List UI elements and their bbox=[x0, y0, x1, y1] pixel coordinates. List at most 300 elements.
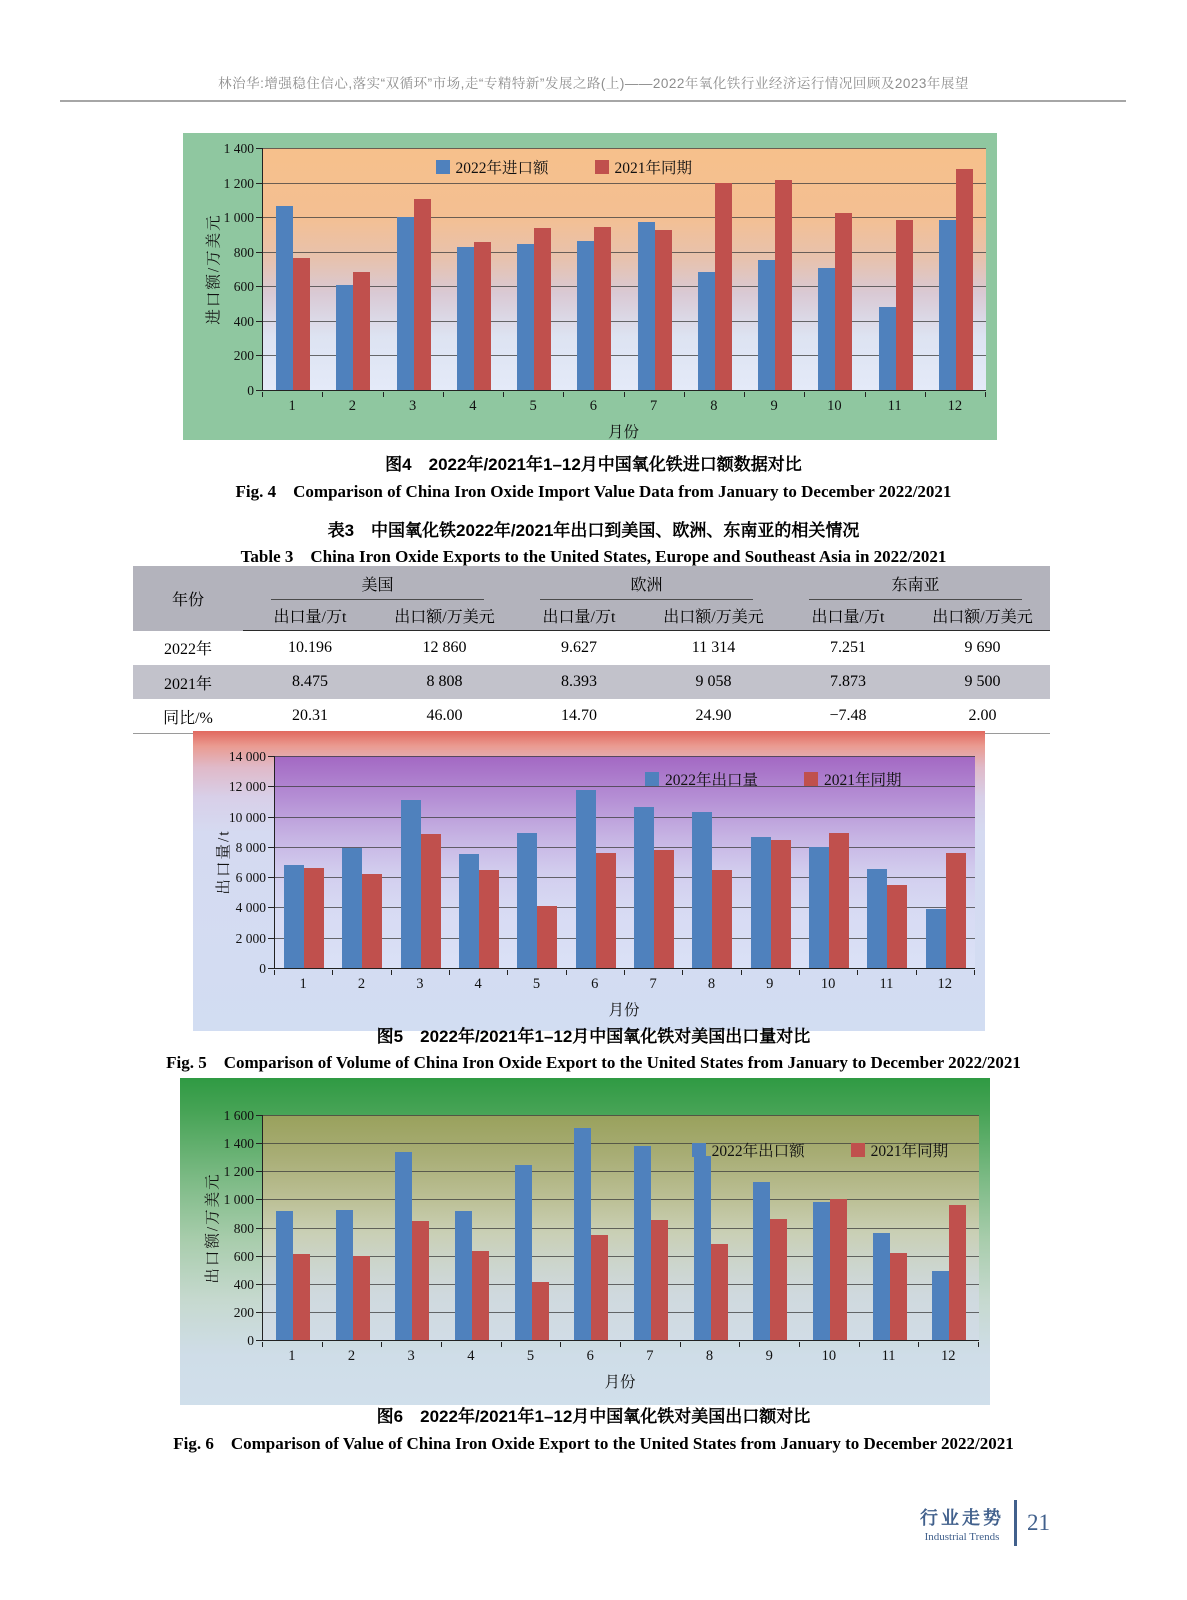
chart-legend bbox=[692, 1139, 949, 1161]
legend-item bbox=[804, 768, 902, 790]
x-tick-label: 12 bbox=[937, 976, 953, 992]
bar-group bbox=[621, 1115, 681, 1340]
x-tick-labels bbox=[262, 398, 985, 415]
x-tick-label: 7 bbox=[649, 976, 657, 992]
x-tick-mark bbox=[859, 1342, 860, 1347]
table-row bbox=[133, 699, 1050, 734]
fig5-bar-chart bbox=[193, 731, 985, 1031]
y-tick-label: 0 bbox=[247, 1333, 254, 1348]
bar-2022年出口量 bbox=[926, 909, 946, 968]
table-cell: 8.393 bbox=[561, 673, 597, 690]
bar-2022年出口量 bbox=[459, 854, 479, 968]
bar-2022年出口额 bbox=[395, 1152, 412, 1340]
fig5-caption-cn: 图5 2022年/2021年1–12月中国氧化铁对美国出口量对比 bbox=[376, 1027, 811, 1046]
x-tick-labels bbox=[262, 1348, 978, 1365]
fig4-caption-cn: 图4 2022年/2021年1–12月中国氧化铁进口额数据对比 bbox=[385, 455, 802, 474]
bar-2022年出口量 bbox=[517, 833, 537, 968]
bar-2021年同期 bbox=[594, 227, 611, 390]
y-tick-mark bbox=[256, 1115, 262, 1116]
bar-2022年进口额 bbox=[638, 222, 655, 390]
footer-divider bbox=[1014, 1500, 1017, 1546]
x-tick-label: 6 bbox=[591, 976, 599, 992]
x-tick-label: 9 bbox=[765, 1348, 773, 1364]
bar-2022年进口额 bbox=[939, 220, 956, 390]
table3-title-en: Table 3 China Iron Oxide Exports to the United States, Europe and Southeast Asia in 2022/2021 bbox=[240, 547, 947, 566]
bar-2022年出口量 bbox=[867, 869, 887, 968]
plot-area bbox=[262, 148, 986, 391]
y-tick-label: 1 400 bbox=[223, 1136, 254, 1152]
x-tick-mark bbox=[865, 392, 866, 397]
bar-group bbox=[263, 1115, 323, 1340]
legend-item bbox=[436, 156, 549, 178]
bar-2021年同期 bbox=[946, 853, 966, 968]
x-tick-labels bbox=[274, 976, 974, 993]
table-group-label: 欧洲 bbox=[540, 572, 753, 600]
x-tick-label: 5 bbox=[529, 398, 537, 414]
bar-2021年同期 bbox=[479, 870, 499, 968]
fig4-bar-chart bbox=[183, 133, 997, 440]
x-tick-mark bbox=[381, 1342, 382, 1347]
x-tick-mark bbox=[799, 970, 800, 975]
y-tick-mark bbox=[256, 1340, 262, 1341]
x-tick-mark bbox=[503, 392, 504, 397]
bar-group bbox=[504, 148, 564, 390]
y-tick-mark bbox=[256, 1284, 262, 1285]
x-tick-label: 2 bbox=[357, 976, 366, 992]
x-tick-label: 7 bbox=[650, 398, 658, 414]
bar-2022年出口额 bbox=[574, 1128, 591, 1340]
bar-2022年出口量 bbox=[401, 800, 421, 968]
x-tick-label: 2 bbox=[347, 1348, 356, 1364]
table3-head bbox=[133, 566, 1050, 631]
table3 bbox=[133, 566, 1050, 734]
bar-2021年同期 bbox=[956, 169, 973, 390]
x-tick-label: 11 bbox=[881, 1348, 896, 1364]
x-tick-mark bbox=[739, 1342, 740, 1347]
x-tick-label: 5 bbox=[532, 976, 541, 992]
y-tick-label: 200 bbox=[233, 348, 254, 364]
legend-label: 2022年出口额 bbox=[711, 1142, 805, 1160]
bar-group bbox=[323, 1115, 383, 1340]
table-cell: 9 058 bbox=[695, 673, 732, 690]
bar-2021年同期 bbox=[537, 906, 557, 968]
bar-2022年出口量 bbox=[751, 837, 771, 968]
bar-group bbox=[508, 756, 566, 968]
x-tick-label: 1 bbox=[288, 1348, 296, 1364]
bar-2022年进口额 bbox=[457, 247, 474, 390]
x-tick-label: 11 bbox=[879, 976, 894, 992]
x-tick-mark bbox=[624, 970, 625, 975]
bar-group bbox=[805, 148, 865, 390]
x-tick-label: 10 bbox=[820, 976, 836, 992]
y-tick-mark bbox=[256, 1312, 262, 1313]
bar-2021年同期 bbox=[651, 1220, 668, 1340]
bar-2021年同期 bbox=[421, 834, 441, 968]
bar-2022年出口额 bbox=[873, 1233, 890, 1340]
y-tick-label: 12 000 bbox=[228, 779, 266, 795]
page-footer bbox=[920, 1500, 1050, 1546]
table-cell: 8.475 bbox=[292, 673, 328, 690]
bar-group bbox=[275, 756, 333, 968]
y-tick-mark bbox=[256, 321, 262, 322]
x-tick-mark bbox=[925, 392, 926, 397]
y-tick-mark bbox=[256, 1256, 262, 1257]
bar-2021年同期 bbox=[829, 833, 849, 968]
table-subheader: 出口量/万t bbox=[243, 600, 377, 631]
bar-2021年同期 bbox=[715, 183, 732, 390]
legend-item bbox=[595, 156, 693, 178]
bar-2021年同期 bbox=[654, 850, 674, 968]
y-tick-label: 600 bbox=[233, 279, 254, 295]
x-tick-mark bbox=[383, 392, 384, 397]
bar-2021年同期 bbox=[532, 1282, 549, 1340]
y-tick-mark bbox=[256, 183, 262, 184]
y-tick-mark bbox=[256, 1171, 262, 1172]
y-tick-label: 200 bbox=[233, 1304, 254, 1320]
bar-2022年出口额 bbox=[813, 1202, 830, 1340]
chart-legend bbox=[436, 156, 693, 178]
fig6-caption-cn: 图6 2022年/2021年1–12月中国氧化铁对美国出口额对比 bbox=[376, 1407, 811, 1426]
x-tick-mark bbox=[274, 970, 275, 975]
bar-2022年出口额 bbox=[515, 1165, 532, 1340]
table-cell: 9 690 bbox=[964, 639, 1001, 656]
table-group-label: 美国 bbox=[271, 572, 484, 600]
table-cell: 10.196 bbox=[288, 639, 332, 656]
x-tick-label: 4 bbox=[469, 398, 477, 414]
legend-label: 2022年进口额 bbox=[455, 160, 549, 178]
table-cell: 9 500 bbox=[964, 673, 1001, 690]
x-tick-mark bbox=[449, 970, 450, 975]
bar-2021年同期 bbox=[412, 1221, 429, 1340]
legend-item bbox=[851, 1139, 949, 1161]
y-axis-title: 出口额/万美元 bbox=[205, 1171, 222, 1284]
bar-2021年同期 bbox=[353, 1256, 370, 1340]
x-tick-label: 8 bbox=[710, 398, 718, 414]
y-tick-mark bbox=[268, 817, 274, 818]
running-header: 林治华:增强稳住信心,落实“双循环”市场,走“专精特新”发展之路(上)——2022年氧化铁行业经济运行情况回顾及2023年展望 bbox=[218, 76, 969, 91]
table-cell: 14.70 bbox=[512, 699, 646, 734]
fig4-caption-en: Fig. 4 Comparison of China Iron Oxide Import Value Data from January to December 2022/2021 bbox=[235, 482, 952, 501]
x-tick-label: 2 bbox=[348, 398, 356, 414]
bar-2021年同期 bbox=[304, 868, 324, 968]
table-group-header bbox=[243, 566, 512, 600]
x-tick-mark bbox=[322, 1342, 323, 1347]
table3-body bbox=[133, 631, 1050, 734]
bar-2022年进口额 bbox=[517, 244, 534, 390]
table-group-header bbox=[781, 566, 1050, 600]
bar-2022年出口额 bbox=[336, 1210, 353, 1340]
x-tick-mark bbox=[441, 1342, 442, 1347]
table-group-header bbox=[512, 566, 781, 600]
x-tick-mark bbox=[262, 1342, 263, 1347]
y-tick-label: 0 bbox=[247, 383, 254, 398]
legend-label: 2022年出口量 bbox=[665, 771, 759, 789]
bar-2021年同期 bbox=[835, 213, 852, 390]
x-tick-label: 6 bbox=[589, 398, 597, 414]
bar-2021年同期 bbox=[771, 840, 791, 968]
bar-2021年同期 bbox=[474, 242, 491, 390]
y-tick-mark bbox=[268, 968, 274, 969]
y-tick-label: 600 bbox=[233, 1248, 254, 1264]
bar-2021年同期 bbox=[655, 230, 672, 390]
bar-group bbox=[917, 756, 975, 968]
y-tick-mark bbox=[268, 786, 274, 787]
legend-swatch bbox=[804, 772, 818, 786]
y-tick-mark bbox=[268, 877, 274, 878]
x-tick-label: 10 bbox=[827, 398, 842, 414]
y-tick-label: 4 000 bbox=[235, 900, 266, 916]
bar-2021年同期 bbox=[414, 199, 431, 390]
x-tick-mark bbox=[560, 1342, 561, 1347]
table-header-row-2 bbox=[133, 600, 1050, 631]
bar-group bbox=[625, 148, 685, 390]
bar-2022年进口额 bbox=[336, 285, 353, 390]
y-tick-label: 800 bbox=[233, 1220, 254, 1236]
y-tick-mark bbox=[256, 148, 262, 149]
fig6-bar-chart bbox=[180, 1078, 990, 1405]
table-subheader: 出口额/万美元 bbox=[646, 600, 781, 631]
y-tick-mark bbox=[256, 1143, 262, 1144]
bar-2022年进口额 bbox=[879, 307, 896, 390]
y-tick-mark bbox=[268, 907, 274, 908]
bar-group bbox=[926, 148, 986, 390]
y-tick-label: 400 bbox=[233, 1276, 254, 1292]
table-cell: 7.873 bbox=[830, 673, 866, 690]
y-tick-mark bbox=[256, 217, 262, 218]
table-cell: 24.90 bbox=[646, 699, 781, 734]
bar-group bbox=[567, 756, 625, 968]
bar-group bbox=[263, 148, 323, 390]
x-tick-mark bbox=[985, 392, 986, 397]
x-axis-title: 月份 bbox=[608, 1002, 640, 1019]
bar-group bbox=[333, 756, 391, 968]
legend-swatch bbox=[645, 772, 659, 786]
bar-2021年同期 bbox=[353, 272, 370, 390]
bar-2021年同期 bbox=[896, 220, 913, 390]
table-cell: 11 314 bbox=[691, 639, 736, 656]
x-tick-mark bbox=[563, 392, 564, 397]
bar-2022年进口额 bbox=[276, 206, 293, 390]
bar-2022年出口额 bbox=[753, 1182, 770, 1340]
bar-2021年同期 bbox=[591, 1235, 608, 1340]
y-tick-mark bbox=[268, 938, 274, 939]
x-tick-label: 12 bbox=[940, 1348, 956, 1364]
x-tick-label: 8 bbox=[705, 1348, 714, 1364]
y-tick-label: 8 000 bbox=[235, 839, 266, 855]
x-tick-mark bbox=[507, 970, 508, 975]
x-tick-mark bbox=[741, 970, 742, 975]
table-row bbox=[133, 631, 1050, 666]
bar-group bbox=[442, 1115, 502, 1340]
table-cell: 12 860 bbox=[422, 639, 467, 656]
legend-item bbox=[645, 768, 758, 790]
y-tick-label: 0 bbox=[259, 961, 266, 976]
bar-2022年出口量 bbox=[692, 812, 712, 968]
bar-2021年同期 bbox=[596, 853, 616, 968]
bar-2022年进口额 bbox=[698, 272, 715, 390]
x-tick-label: 3 bbox=[409, 398, 417, 414]
bar-2022年进口额 bbox=[397, 217, 414, 390]
bar-group bbox=[384, 148, 444, 390]
footer-section-en: Industrial Trends bbox=[924, 1530, 1000, 1543]
x-tick-mark bbox=[682, 970, 683, 975]
bar-group bbox=[561, 1115, 621, 1340]
x-tick-mark bbox=[566, 970, 567, 975]
y-tick-label: 1 200 bbox=[223, 1164, 254, 1180]
y-tick-label: 2 000 bbox=[235, 930, 266, 946]
table-cell: 2.00 bbox=[915, 699, 1050, 734]
fig5-caption-en: Fig. 5 Comparison of Volume of China Iron Oxide Export to the United States from January to December 2022/2021 bbox=[166, 1053, 1021, 1072]
legend-label: 2021年同期 bbox=[614, 160, 693, 178]
y-tick-label: 1 000 bbox=[223, 1192, 254, 1208]
x-tick-label: 6 bbox=[586, 1348, 594, 1364]
table-cell: 9.627 bbox=[561, 639, 597, 656]
footer-section-cn: 行业走势 bbox=[920, 1507, 1004, 1528]
y-tick-mark bbox=[268, 847, 274, 848]
bar-2022年进口额 bbox=[577, 241, 594, 390]
bar-2021年同期 bbox=[293, 1254, 310, 1340]
y-tick-mark bbox=[256, 1228, 262, 1229]
x-tick-mark bbox=[799, 1342, 800, 1347]
x-tick-label: 7 bbox=[646, 1348, 654, 1364]
x-tick-mark bbox=[262, 392, 263, 397]
bar-group bbox=[866, 148, 926, 390]
x-tick-label: 9 bbox=[770, 398, 778, 414]
legend-label: 2021年同期 bbox=[824, 771, 902, 789]
table-cell: 20.31 bbox=[243, 699, 377, 734]
x-tick-label: 11 bbox=[887, 398, 902, 414]
legend-swatch bbox=[595, 160, 609, 174]
bar-group bbox=[685, 148, 745, 390]
bar-2021年同期 bbox=[293, 258, 310, 390]
bar-2021年同期 bbox=[534, 228, 551, 390]
table-group-label: 东南亚 bbox=[809, 572, 1022, 600]
x-tick-mark bbox=[974, 970, 975, 975]
bar-2022年出口额 bbox=[276, 1211, 293, 1340]
legend-swatch bbox=[692, 1143, 706, 1157]
table-header-year: 年份 bbox=[133, 566, 243, 631]
row-label: 2022年 bbox=[163, 641, 212, 659]
x-tick-mark bbox=[443, 392, 444, 397]
x-tick-label: 5 bbox=[526, 1348, 535, 1364]
x-tick-label: 3 bbox=[407, 1348, 415, 1364]
x-tick-mark bbox=[680, 1342, 681, 1347]
x-tick-mark bbox=[322, 392, 323, 397]
x-tick-mark bbox=[684, 392, 685, 397]
bar-group bbox=[745, 148, 805, 390]
x-tick-mark bbox=[916, 970, 917, 975]
y-tick-label: 1 400 bbox=[223, 141, 254, 156]
legend-swatch bbox=[851, 1143, 865, 1157]
x-tick-label: 4 bbox=[467, 1348, 475, 1364]
table-cell: 7.251 bbox=[830, 639, 866, 656]
x-tick-mark bbox=[744, 392, 745, 397]
page-number: 21 bbox=[1027, 1510, 1050, 1535]
y-axis-title: 出口量/t bbox=[216, 829, 233, 895]
bar-group bbox=[564, 148, 624, 390]
row-label: 2021年 bbox=[163, 675, 212, 693]
table-cell: −7.48 bbox=[781, 699, 915, 734]
header-rule bbox=[60, 100, 1126, 102]
x-tick-label: 1 bbox=[299, 976, 307, 992]
bar-group bbox=[382, 1115, 442, 1340]
table-header-row-1 bbox=[133, 566, 1050, 600]
bar-2022年出口量 bbox=[576, 790, 596, 968]
bar-2022年出口额 bbox=[634, 1146, 651, 1340]
bar-2021年同期 bbox=[775, 180, 792, 390]
y-tick-mark bbox=[256, 390, 262, 391]
bar-2022年出口量 bbox=[284, 865, 304, 968]
bar-2021年同期 bbox=[887, 885, 907, 968]
bar-2022年进口额 bbox=[758, 260, 775, 390]
fig6-caption-en: Fig. 6 Comparison of Value of China Iron Oxide Export to the United States from January to December 2022/2021 bbox=[173, 1434, 1014, 1453]
bar-group bbox=[392, 756, 450, 968]
table-cell: 46.00 bbox=[377, 699, 512, 734]
bars-container bbox=[263, 148, 986, 390]
table3-title-cn: 表3 中国氧化铁2022年/2021年出口到美国、欧洲、东南亚的相关情况 bbox=[327, 521, 860, 540]
x-tick-mark bbox=[804, 392, 805, 397]
x-tick-label: 1 bbox=[288, 398, 296, 414]
x-tick-label: 8 bbox=[707, 976, 716, 992]
bar-2022年出口额 bbox=[694, 1156, 711, 1340]
y-tick-label: 400 bbox=[233, 313, 254, 329]
bar-2021年同期 bbox=[830, 1199, 847, 1340]
y-tick-label: 800 bbox=[233, 244, 254, 260]
table-row bbox=[133, 665, 1050, 699]
bar-group bbox=[450, 756, 508, 968]
x-tick-mark bbox=[501, 1342, 502, 1347]
x-tick-label: 12 bbox=[947, 398, 963, 414]
x-tick-mark bbox=[620, 1342, 621, 1347]
bar-2021年同期 bbox=[712, 870, 732, 968]
x-axis-title: 月份 bbox=[604, 1374, 636, 1391]
table-subheader: 出口额/万美元 bbox=[377, 600, 512, 631]
x-tick-label: 3 bbox=[416, 976, 424, 992]
x-tick-mark bbox=[624, 392, 625, 397]
bar-2022年出口量 bbox=[809, 847, 829, 968]
chart-legend bbox=[645, 768, 902, 790]
bar-2021年同期 bbox=[770, 1219, 787, 1340]
bar-2021年同期 bbox=[890, 1253, 907, 1340]
x-tick-mark bbox=[391, 970, 392, 975]
y-axis-title: 进口额/万美元 bbox=[206, 213, 223, 325]
y-tick-mark bbox=[268, 756, 274, 757]
y-tick-label: 1 200 bbox=[223, 175, 254, 191]
footer-section bbox=[920, 1504, 1004, 1543]
bar-2022年出口量 bbox=[342, 848, 362, 968]
bar-2021年同期 bbox=[949, 1205, 966, 1340]
x-axis-title: 月份 bbox=[607, 424, 639, 441]
x-tick-label: 10 bbox=[821, 1348, 837, 1364]
row-label: 同比/% bbox=[133, 699, 243, 734]
y-tick-label: 14 000 bbox=[228, 749, 266, 764]
y-tick-mark bbox=[256, 286, 262, 287]
legend-swatch bbox=[436, 160, 450, 174]
x-tick-label: 9 bbox=[766, 976, 774, 992]
bar-2022年进口额 bbox=[818, 268, 835, 390]
y-tick-mark bbox=[256, 355, 262, 356]
bar-2021年同期 bbox=[472, 1251, 489, 1340]
table-subheader: 出口量/万t bbox=[512, 600, 646, 631]
bar-2022年出口额 bbox=[932, 1271, 949, 1340]
bar-2021年同期 bbox=[362, 874, 382, 968]
y-tick-label: 10 000 bbox=[228, 809, 266, 825]
x-tick-mark bbox=[978, 1342, 979, 1347]
table-cell: 8 808 bbox=[426, 673, 463, 690]
table-subheader: 出口额/万美元 bbox=[915, 600, 1050, 631]
bar-2022年出口量 bbox=[634, 807, 654, 968]
x-tick-mark bbox=[918, 1342, 919, 1347]
